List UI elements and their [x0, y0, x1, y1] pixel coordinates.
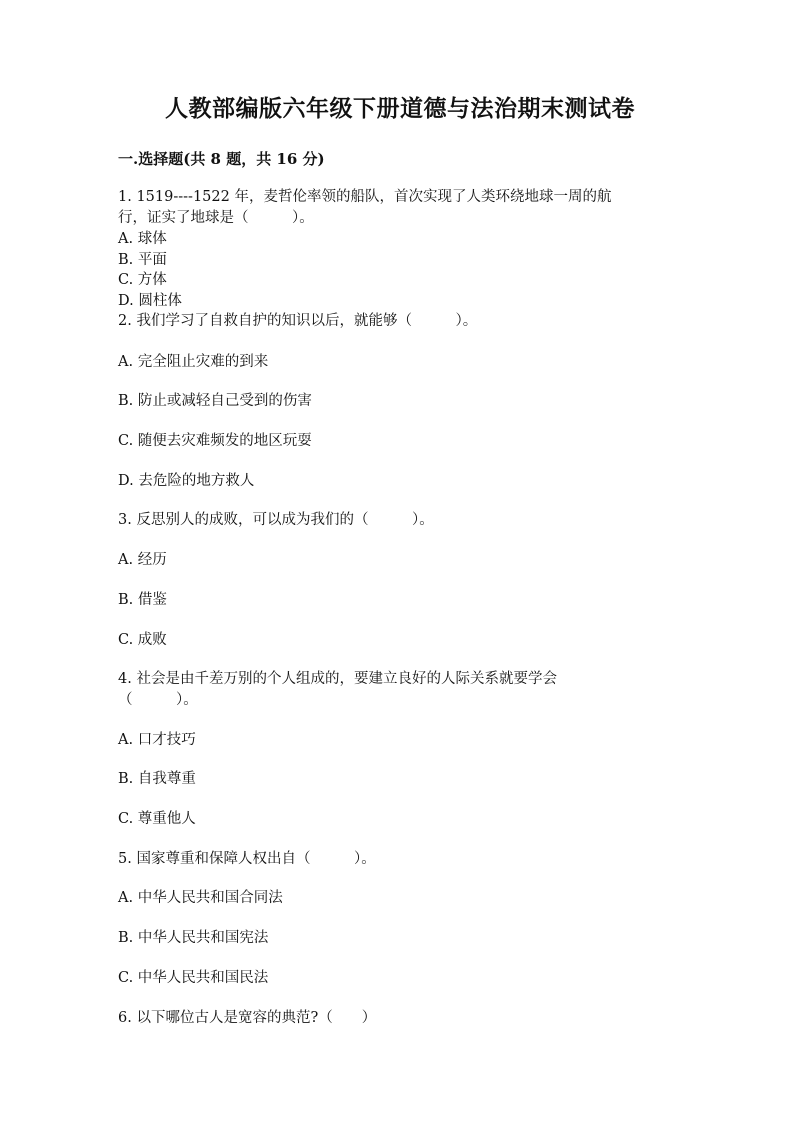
question-4-stem-line2: （ ）。	[118, 692, 198, 708]
question-5-stem: 5. 国家尊重和保障人权出自（ ）。	[118, 851, 376, 867]
question-6-stem: 6. 以下哪位古人是宽容的典范?（ ）	[118, 1010, 377, 1026]
question-1-option-d: D. 圆柱体	[118, 293, 182, 309]
question-1-option-c: C. 方体	[118, 272, 167, 288]
question-1-stem-line1: 1. 1519----1522 年，麦哲伦率领的船队，首次实现了人类环绕地球一周的航	[118, 189, 612, 205]
question-4-option-c: C. 尊重他人	[118, 811, 196, 827]
section-heading: 一.选择题(共 8 题，共 16 分)	[118, 150, 325, 168]
question-2-option-c: C. 随便去灾难频发的地区玩耍	[118, 433, 312, 449]
question-1-stem-line2: 行，证实了地球是（ ）。	[118, 210, 314, 226]
question-2-option-b: B. 防止或减轻自己受到的伤害	[118, 393, 312, 409]
question-4-stem-line1: 4. 社会是由千差万别的个人组成的，要建立良好的人际关系就要学会	[118, 671, 557, 687]
question-3-option-b: B. 借鉴	[118, 592, 167, 608]
question-2-option-a: A. 完全阻止灾难的到来	[118, 354, 269, 370]
question-5-option-b: B. 中华人民共和国宪法	[118, 930, 269, 946]
question-4-option-b: B. 自我尊重	[118, 771, 196, 787]
page-title: 人教部编版六年级下册道德与法治期末测试卷	[165, 95, 635, 122]
question-3-option-c: C. 成败	[118, 632, 167, 648]
question-1-option-a: A. 球体	[118, 231, 167, 247]
question-1-option-b: B. 平面	[118, 252, 167, 268]
question-5-option-c: C. 中华人民共和国民法	[118, 970, 269, 986]
question-4-option-a: A. 口才技巧	[118, 732, 196, 748]
question-2-stem: 2. 我们学习了自救自护的知识以后，就能够（ ）。	[118, 313, 478, 329]
question-2-option-d: D. 去危险的地方救人	[118, 473, 255, 489]
question-3-option-a: A. 经历	[118, 552, 167, 568]
question-3-stem: 3. 反思别人的成败，可以成为我们的（ ）。	[118, 512, 434, 528]
question-5-option-a: A. 中华人民共和国合同法	[118, 890, 283, 906]
